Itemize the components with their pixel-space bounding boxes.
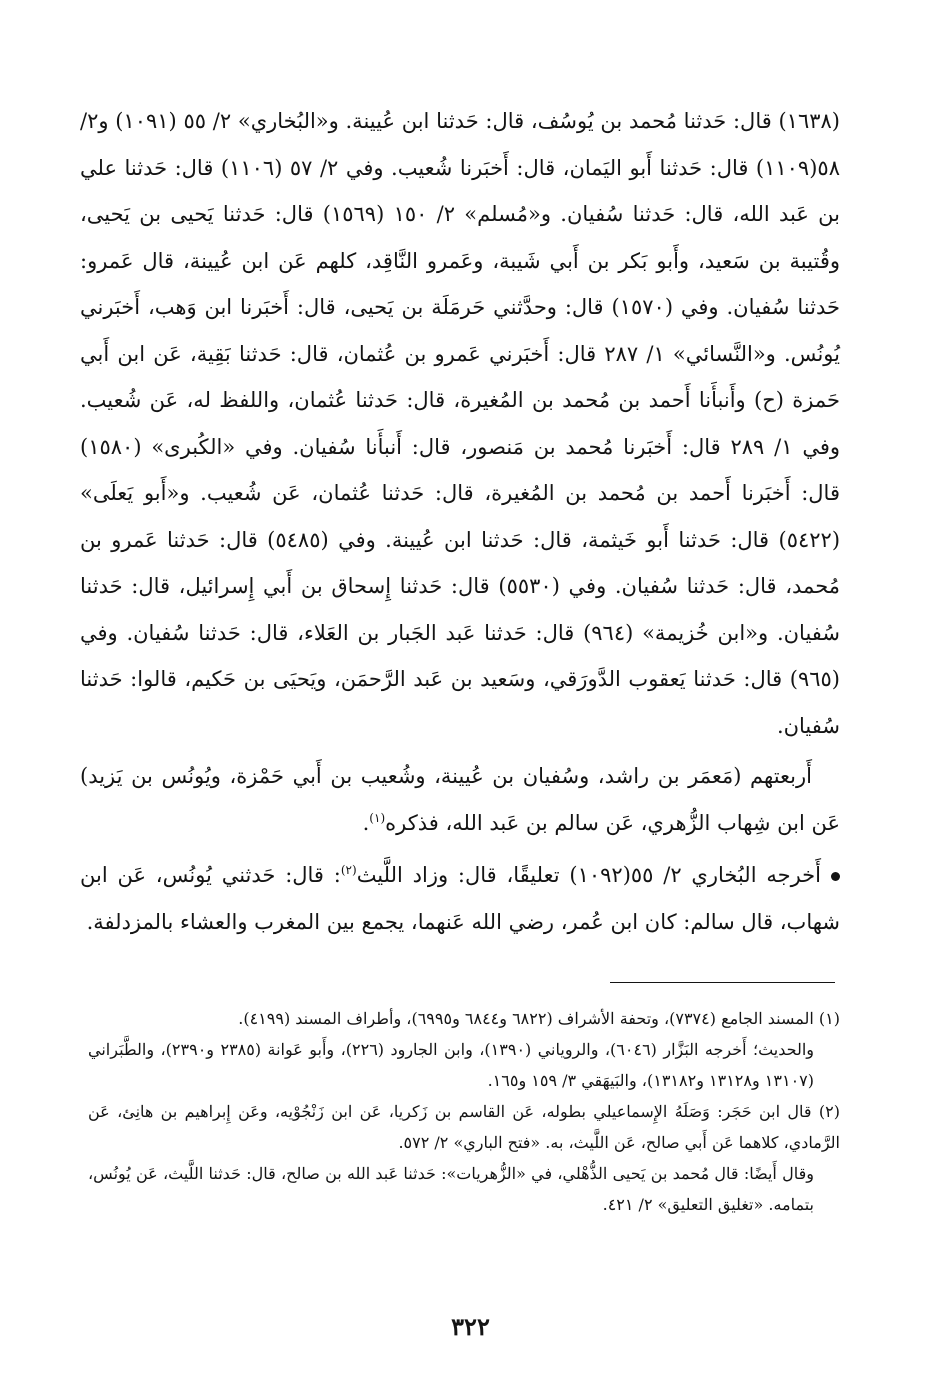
summary-text: أَربعتهم (مَعمَر بن راشد، وسُفيان بن عُيينة، وشُعيب بن أَبي حَمْزة، ويُونُس بن يَزيد) عَن ابن شِهاب الزُّهري، عَن سالم بن عَبد الله، فذكره bbox=[80, 764, 840, 835]
bullet-icon bbox=[831, 872, 840, 881]
footnote-1-continuation: والحديث؛ أَخرجه البَزَّار (٦٠٤٦)، والروياني (١٣٩٠)، وابن الجارود (٢٢٦)، وأَبو عَوانة (٢٣٨٥ و٢٣٩٠)، والطَّبَراني (١٣١٠٧ و١٣١٢٨ و١٣١٨٢)، والبَيهَقي ٣/ ١٥٩ و١٦٥. bbox=[88, 1040, 815, 1090]
bullet-paragraph bbox=[80, 852, 840, 945]
footnote-ref-2[interactable]: (٢) bbox=[340, 863, 357, 877]
bullet-text-rest: : قال: حَدثني يُونُس، عَن ابن شهاب، قال سالم: كان ابن عُمر، رضي الله عَنهما، يجمع بين المغرب والعشاء بالمزدلفة. bbox=[80, 863, 840, 934]
footnote-separator bbox=[610, 982, 835, 983]
footnote-ref-1[interactable]: (١) bbox=[369, 810, 386, 825]
footnote-2: (٢) قال ابن حَجَر: وَصَلَهُ الإِسماعيلي بطوله، عَن القاسم بن زَكريا، عَن ابن زَنْجُوْيه، وعَن إِبراهيم بن هانِئ، عَن الرَّمادي، كلاهما عَن أَبي صالح، عَن اللَّيث، به. «فتح الباري» ٢/ ٥٧٢. bbox=[88, 1102, 840, 1152]
summary-end: . bbox=[362, 810, 370, 835]
footnotes-block bbox=[88, 1003, 840, 1220]
footnote-2-continuation: وقال أَيضًا: قال مُحمد بن يَحيى الذُّهْلي، في «الزُّهريات»: حَدثنا عَبد الله بن صالح، قال: حَدثنا اللَّيث، عَن يُونُس، بتمامه. «تغليق التعليق» ٢/ ٤٢١. bbox=[88, 1164, 814, 1214]
main-text-block bbox=[80, 98, 840, 945]
page-number: ٣٢٢ bbox=[451, 1312, 490, 1341]
hadith-paragraph: (١٦٣٨) قال: حَدثنا مُحمد بن يُوسُف، قال: حَدثنا ابن عُيينة. و«البُخاري» ٢/ ٥٥ (١٠٩١) و٢/ ٥٨(١١٠٩) قال: حَدثنا أَبو اليَمان، قال: أَخبَرنا شُعيب. وفي ٢/ ٥٧ (١١٠٦) قال: حَدثنا علي بن عَبد الله، قال: حَدثنا سُفيان. و«مُسلم» ٢/ ١٥٠ (١٥٦٩) قال: حَدثنا يَحيى بن يَحيى، وقُتيبة بن سَعيد، وأَبو بَكر بن أَبي شَيبة، وعَمرو النَّاقِد، كلهم عَن ابن عُيينة، قال عَمرو: حَدثنا سُفيان. وفي (١٥٧٠) قال: وحدَّثني حَرمَلَة بن يَحيى، قال: أَخبَرنا ابن وَهب، أَخبَرني يُونُس. و«النَّسائي» ١/ ٢٨٧ قال: أَخبَرني عَمرو بن عُثمان، قال: حَدثنا بَقِية، عَن ابن أَبي حَمزة (ح) وأَنبأَنا أَحمد بن مُحمد بن المُغيرة، قال: حَدثنا عُثمان، واللفظ له، عَن شُعيب. وفي ١/ ٢٨٩ قال: أَخبَرنا مُحمد بن مَنصور، قال: أَنبأَنا سُفيان. وفي «الكُبرى» (١٥٨٠) قال: أَخبَرنا أَحمد بن مُحمد بن المُغيرة، قال: حَدثنا عُثمان، عَن شُعيب. و«أَبو يَعلَى» (٥٤٢٢) قال: حَدثنا أَبو خَيثمة، قال: حَدثنا ابن عُيينة. وفي (٥٤٨٥) قال: حَدثنا عَمرو بن مُحمد، قال: حَدثنا سُفيان. وفي (٥٥٣٠) قال: حَدثنا إِسحاق بن أَبي إِسرائيل، قال: حَدثنا سُفيان. و«ابن خُزيمة» (٩٦٤) قال: حَدثنا عَبد الجَبار بن العَلاء، قال: حَدثنا سُفيان. وفي (٩٦٥) قال: حَدثنا يَعقوب الدَّورَقي، وسَعيد بن عَبد الرَّحمَن، ويَحيَى بن حَكيم، قالوا: حَدثنا سُفيان. bbox=[80, 109, 841, 738]
summary-paragraph bbox=[80, 753, 840, 846]
bullet-text-start: أَخرجه البُخاري ٢/ ٥٥(١٠٩٢) تعليقًا، قال: وزاد اللَّيث bbox=[356, 863, 821, 887]
footnote-1-line-1: (١) المسند الجامع (٧٣٧٤)، وتحفة الأشراف (٦٨٢٢ و٦٨٤٤ و٦٩٩٥)، وأطراف المسند (٤١٩٩). bbox=[238, 1009, 840, 1028]
